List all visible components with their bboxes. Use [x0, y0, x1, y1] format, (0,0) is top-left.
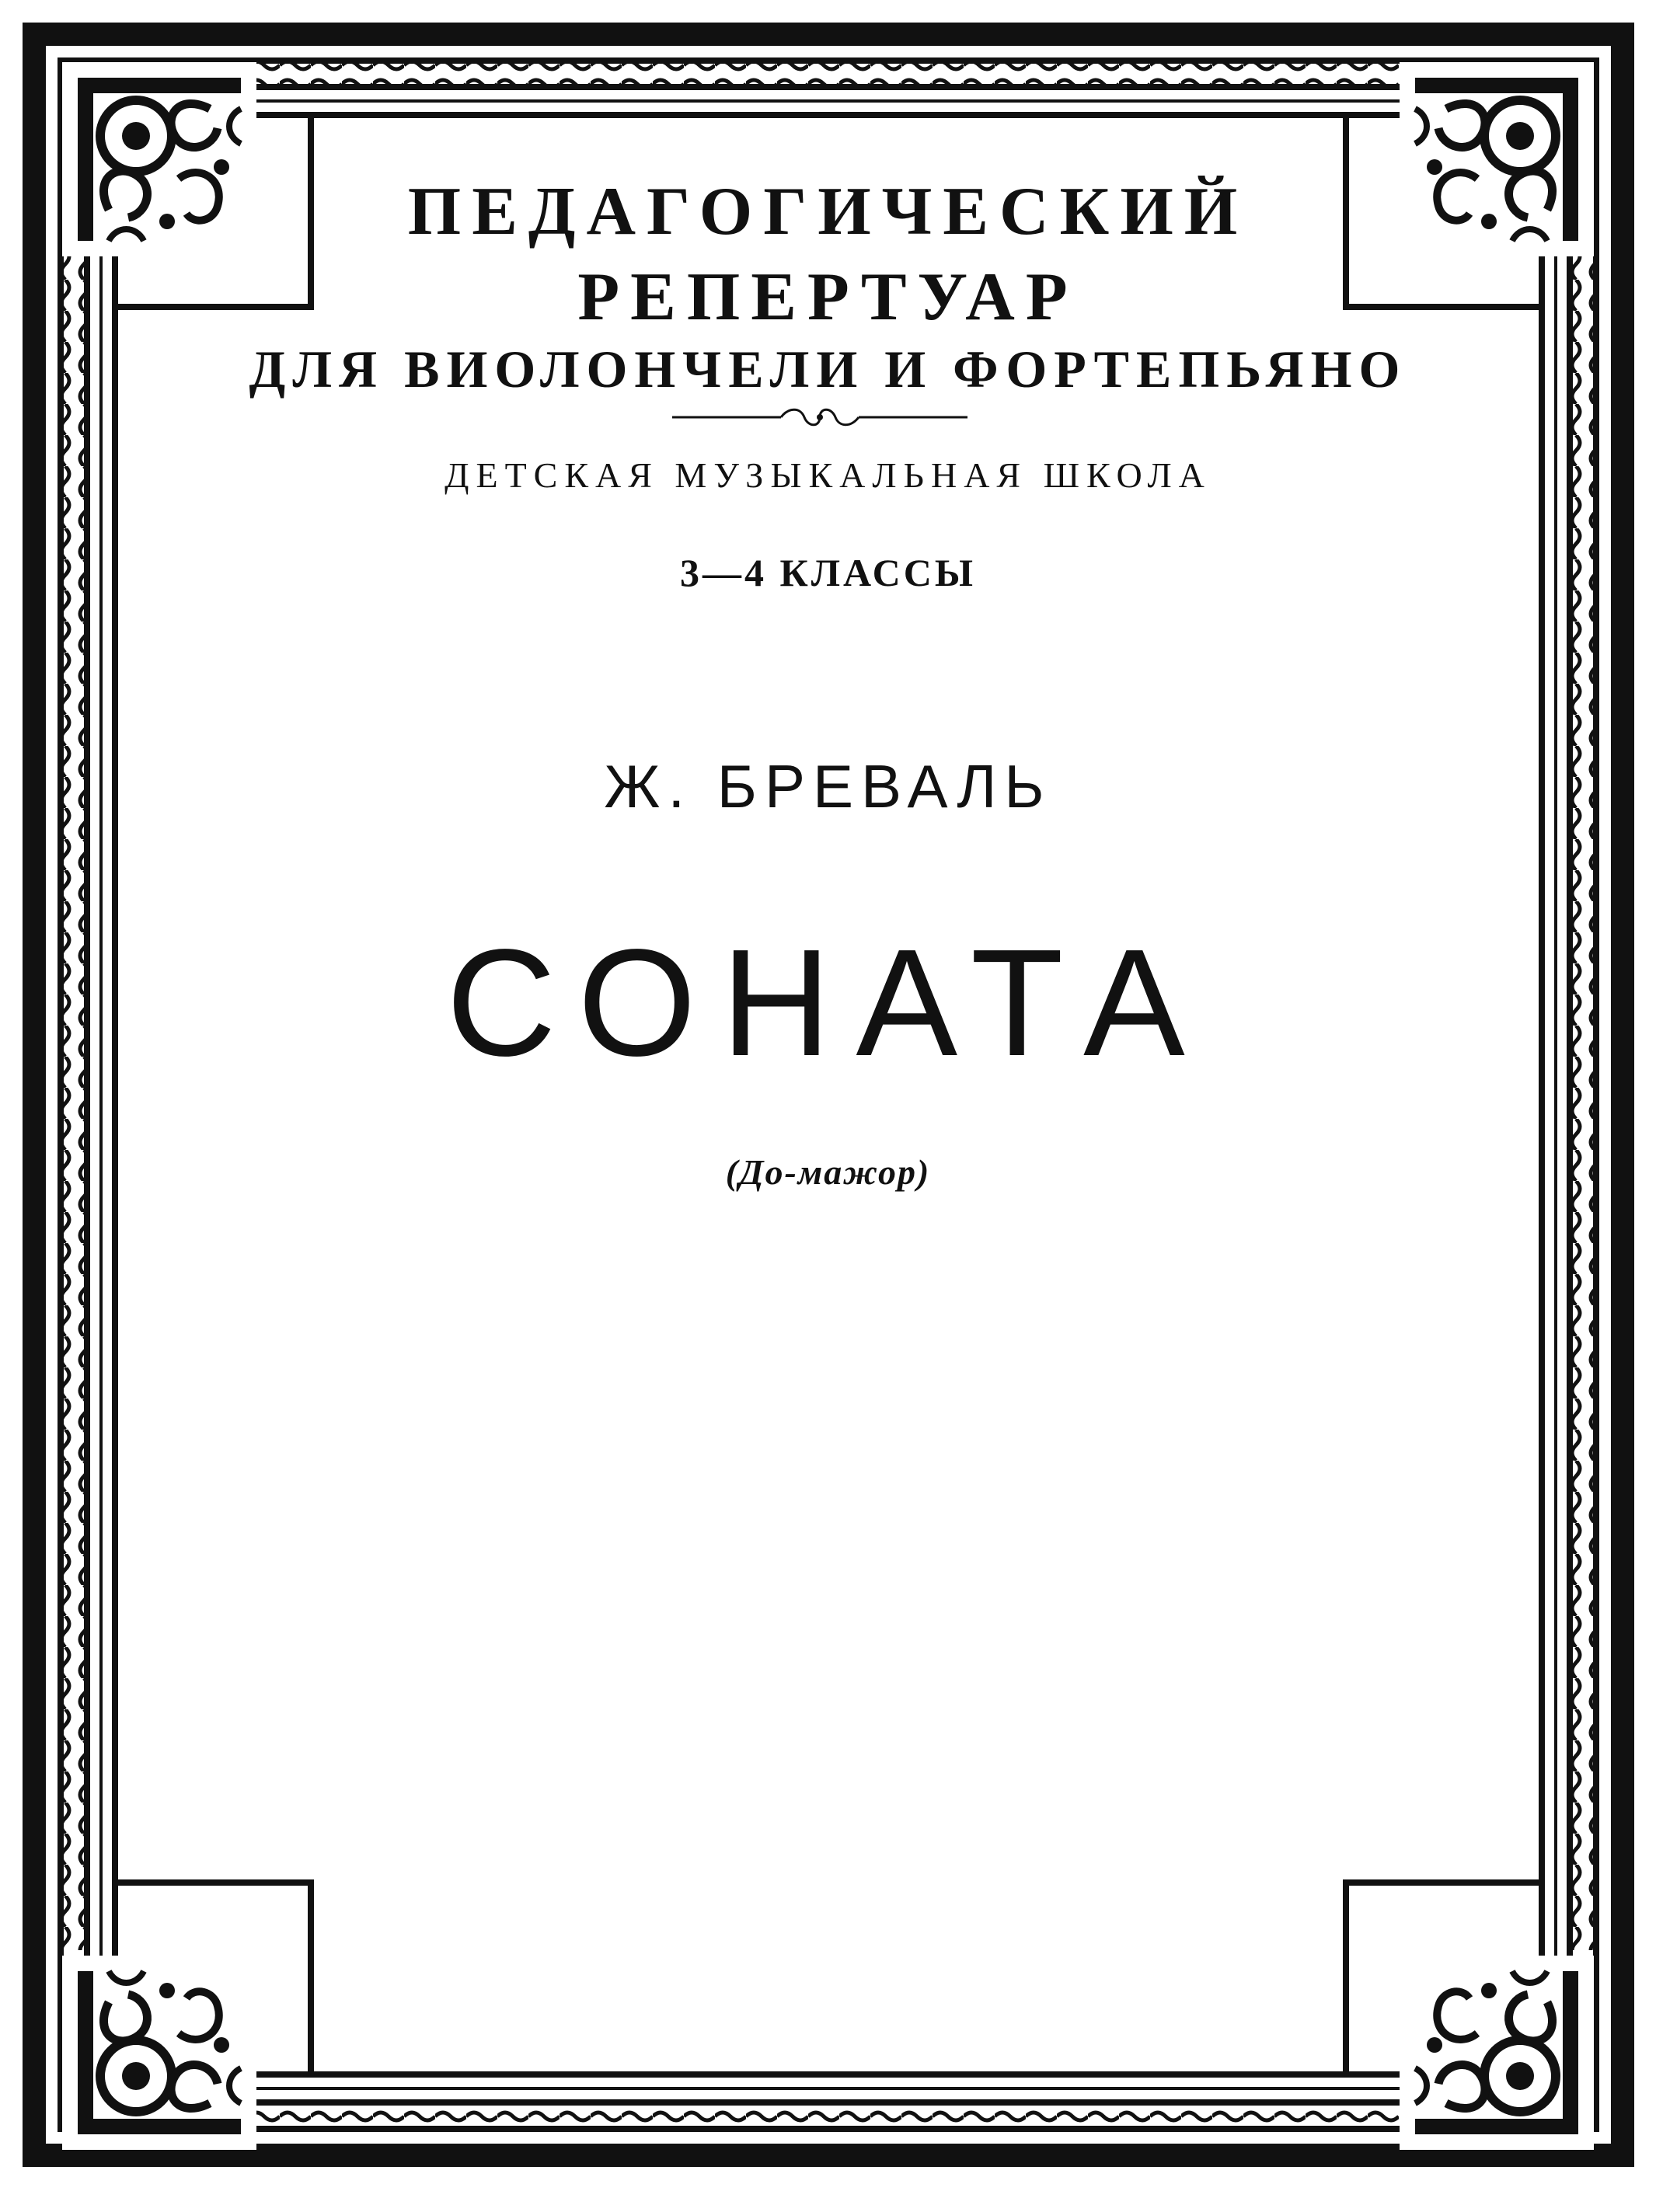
grades-label: 3—4 КЛАССЫ [680, 551, 976, 594]
school-label: ДЕТСКАЯ МУЗЫКАЛЬНАЯ ШКОЛА [445, 455, 1211, 495]
work-key: (До-мажор) [725, 1152, 931, 1192]
composer-name: Ж. БРЕВАЛЬ [604, 752, 1052, 820]
instruments-subtitle: ДЛЯ ВИОЛОНЧЕЛИ И ФОРТЕПЬЯНО [249, 340, 1407, 399]
work-title: СОНАТА [446, 918, 1210, 1088]
series-title-line-2: РЕПЕРТУАР [577, 260, 1079, 335]
divider-ornament-icon [664, 406, 975, 429]
series-title-line-1: ПЕДАГОГИЧЕСКИЙ [407, 174, 1249, 249]
